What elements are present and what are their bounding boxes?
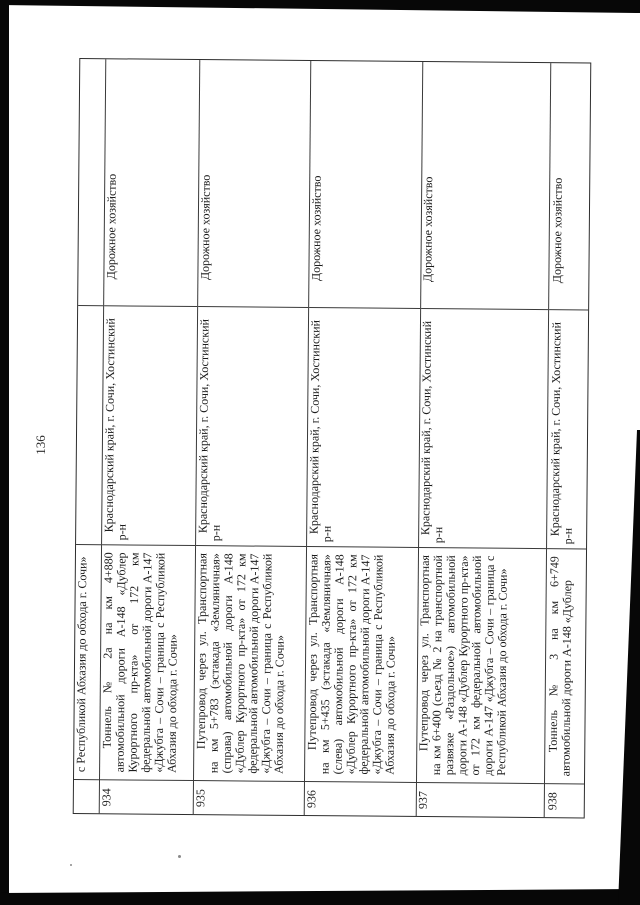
table-row-938 <box>545 63 590 817</box>
description-text: Путепровод через ул. Транспортная на км 5+435 (эстакада «Земляничная» (слева) автомобильной дороги А-148 «Дублер Курортного пр-кта» от 172 км федеральной автомобильной дороги А-147 «Джубга – Сочи – граница с Республикой Абхазия до обхода г. Сочи» <box>305 554 399 775</box>
scan-edge-top <box>0 0 640 14</box>
row-number-text: 937 <box>416 790 431 809</box>
category-cell <box>549 63 590 310</box>
description-text: с Республикой Абхазия до обхода г. Сочи» <box>74 556 90 773</box>
scan-edge-left <box>0 0 9 905</box>
table-row-935 <box>193 60 311 815</box>
address-text: Краснодарский край, г. Сочи, Хостинский р-н <box>307 319 335 543</box>
row-number-text: 936 <box>304 789 319 808</box>
address-cell <box>547 310 588 549</box>
description-cell <box>545 549 586 784</box>
page-number: 136 <box>33 435 48 455</box>
row-number-text <box>75 783 98 811</box>
scan-speck <box>70 864 72 866</box>
description-text: Тоннель № 3 на км 6+749 автомобильной дороги А-148 «Дублер <box>545 556 574 777</box>
category-cell <box>78 59 105 306</box>
address-cell <box>307 308 420 548</box>
description-text: Тоннель № 2а на км 4+880 автомобильной дороги А-148 «Дублер Курортного пр-кта» от 172 км федеральной автомобильной дороги А-147 «Джубга – Сочи – граница с Республикой Абхазия до обхода г. Сочи» <box>99 552 180 773</box>
category-text: Дорожное хозяйство <box>197 174 213 281</box>
category-cell <box>104 59 199 307</box>
address-cell <box>419 309 549 549</box>
category-cell <box>309 61 422 309</box>
address-cell <box>76 306 103 545</box>
scan-edge-right <box>618 430 640 905</box>
row-number-cell <box>100 780 193 814</box>
address-text: Краснодарский край, г. Сочи, Хостинский р-н <box>195 318 223 542</box>
address-text: Краснодарский край, г. Сочи, Хостинский р-н <box>101 318 129 541</box>
category-text: Дорожное хозяйство <box>420 176 436 283</box>
address-text: Краснодарский край, г. Сочи, Хостинский р-н <box>547 322 575 545</box>
scan-edge-bottom <box>0 887 640 905</box>
scan-speck <box>178 855 181 858</box>
description-cell <box>100 545 195 781</box>
registry-table <box>73 58 592 818</box>
row-number-text: 934 <box>99 787 114 806</box>
category-text: Дорожное хозяйство <box>549 177 565 284</box>
row-number-cell <box>305 782 416 816</box>
category-cell <box>198 60 311 308</box>
row-number-cell <box>545 784 584 817</box>
description-cell <box>74 545 101 780</box>
table-row-934 <box>100 59 200 814</box>
description-cell <box>417 548 547 784</box>
category-text <box>79 65 104 299</box>
description-cell <box>305 547 418 783</box>
table-row-937 <box>416 62 551 817</box>
address-cell <box>102 306 197 546</box>
row-number-cell <box>193 781 304 815</box>
description-text: Путепровод через ул. Транспортная на км 6+400 (съезд № 2 на транспортной развязке «Раздольное») автомобильной дороги А-148 «Дублер Курортного пр-кта» от 172 км федеральной автомобильной дороги А-147 «Джубга – Сочи – граница с Республикой Абхазия до обхода г. Сочи» <box>416 554 511 776</box>
description-cell <box>194 546 307 782</box>
address-text: Краснодарский край, г. Сочи, Хостинский р-н <box>418 320 446 544</box>
row-number-text: 935 <box>193 788 208 807</box>
description-text: Путепровод через ул. Транспортная на км 5+783 (эстакада «Земляничная» (справа) автомобильной дороги А-148 «Дублер Курортного пр-кта» от 172 км федеральной автомобильной дороги А-147 «Джубга – Сочи – граница с Республикой Абхазия до обхода г. Сочи» <box>193 553 287 774</box>
row-number-cell <box>416 783 544 817</box>
category-text: Дорожное хозяйство <box>309 175 325 282</box>
address-cell <box>196 307 309 547</box>
category-cell <box>421 62 551 310</box>
table-row-936 <box>305 61 423 816</box>
row-number-text: 938 <box>544 791 560 810</box>
category-text: Дорожное хозяйство <box>104 173 120 280</box>
row-number-cell <box>74 780 99 813</box>
address-text <box>77 310 102 540</box>
